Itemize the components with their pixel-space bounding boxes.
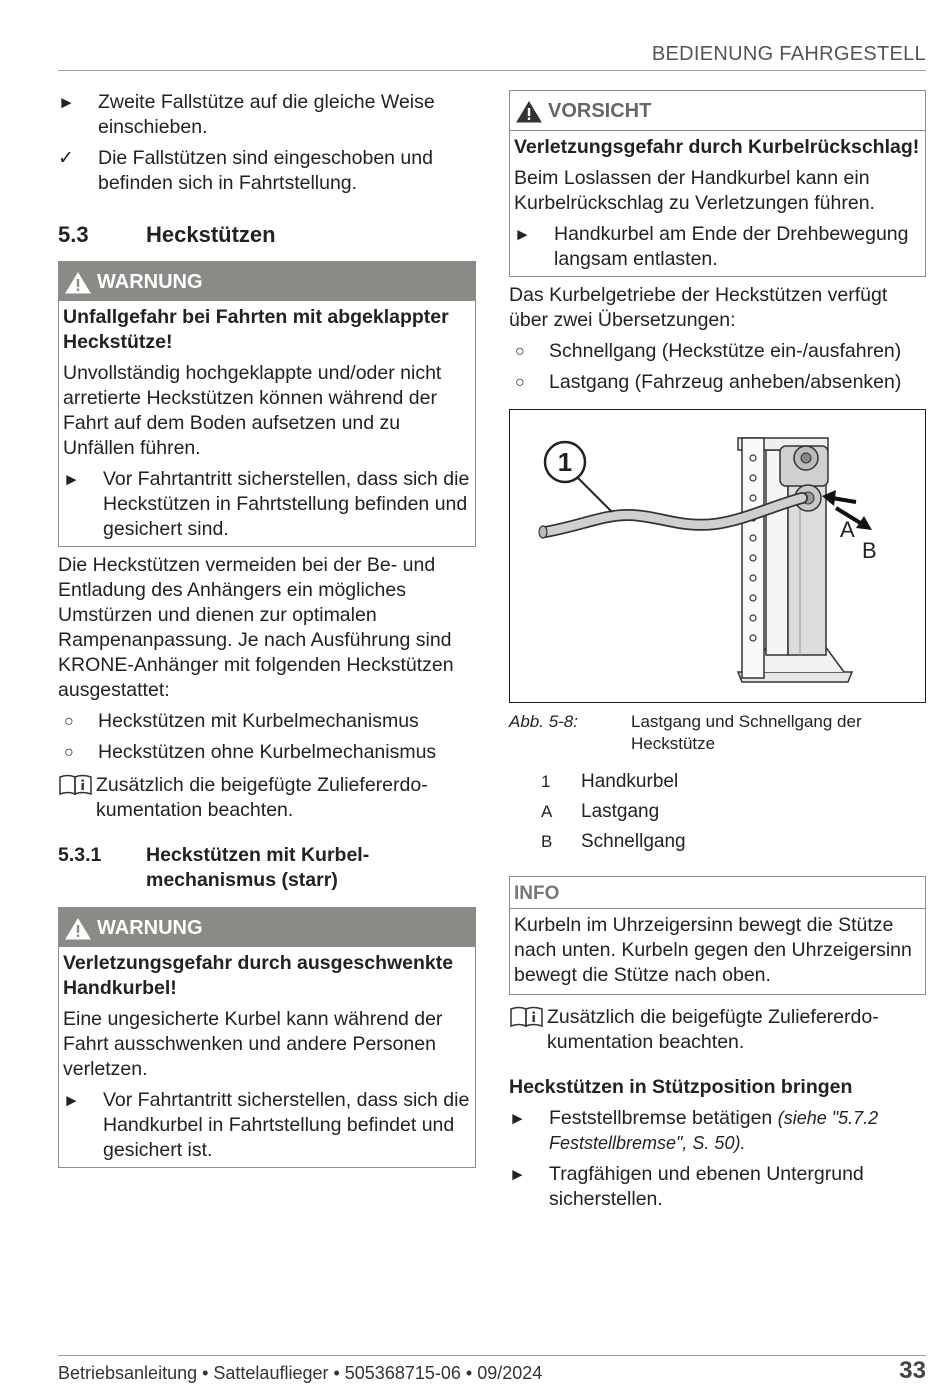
arrow-icon: ► xyxy=(514,225,531,244)
list-item xyxy=(58,709,476,734)
arrow-icon: ► xyxy=(509,1165,526,1184)
caption-label: Abb. 5-8: xyxy=(509,712,578,731)
section-heading xyxy=(58,222,476,247)
caution-label: VORSICHT xyxy=(548,100,652,122)
warning-body xyxy=(59,947,475,1167)
document-reference xyxy=(509,1005,926,1055)
section-number: 5.3 xyxy=(58,222,89,247)
figure-rear-support-crank xyxy=(509,409,926,703)
book-info-icon xyxy=(509,1006,545,1028)
reference-text: Zusätzlich die beigefügte Zuliefererdokumentation beachten. xyxy=(96,774,428,821)
footer-document-info: Betriebsanleitung • Sattelauflieger • 505368715-06 • 09/2024 xyxy=(58,1363,543,1383)
warning-triangle-icon xyxy=(65,272,91,294)
arrow-icon: ► xyxy=(58,93,75,112)
step-text: Zweite Fallstütze auf die gleiche Weise einschieben. xyxy=(98,91,435,138)
list-item-text: Lastgang (Fahrzeug anheben/absenken) xyxy=(549,371,902,393)
warning-triangle-icon xyxy=(65,918,91,940)
reference-text: Zusätzlich die beigefügte Zuliefererdokumentation beachten. xyxy=(547,1006,879,1053)
warning-step-text: Vor Fahrtantritt sicherstellen, dass sich die Heckstützen in Fahrtstellung befinden und gesichert sind. xyxy=(103,468,470,540)
circle-bullet-icon: ○ xyxy=(515,374,525,391)
circle-bullet-icon: ○ xyxy=(64,713,74,730)
footer-rule xyxy=(58,1355,926,1356)
legend-row xyxy=(509,799,926,824)
result-text: Die Fallstützen sind eingeschoben und befinden sich in Fahrtstellung. xyxy=(98,147,433,194)
warning-label: WARNUNG xyxy=(97,271,203,293)
rear-support-illustration xyxy=(510,410,925,700)
arrow-icon: ► xyxy=(63,1091,80,1110)
result-item xyxy=(58,146,476,196)
document-reference xyxy=(58,773,476,823)
section-title: Heckstützen xyxy=(146,222,276,247)
list-item-text: Heckstützen mit Kurbelmechanismus xyxy=(98,710,419,732)
warning-body xyxy=(59,301,475,546)
warning-title: Unfallgefahr bei Fahrten mit abgeklappter Heckstütze! xyxy=(63,306,449,353)
caution-body xyxy=(510,131,925,276)
warning-triangle-icon xyxy=(516,101,542,123)
circle-bullet-icon: ○ xyxy=(515,343,525,360)
caution-step-text: Handkurbel am Ende der Drehbewegung langsam entlasten. xyxy=(554,223,909,270)
warning-header xyxy=(59,262,475,301)
warning-title: Verletzungsgefahr durch ausgeschwenkte Handkurbel! xyxy=(63,952,454,999)
legend-value: Handkurbel xyxy=(581,771,679,792)
legend-value: Schnellgang xyxy=(581,831,686,852)
check-icon: ✓ xyxy=(58,148,74,169)
subsection-title: Heckstützen mit Kurbelmechanismus (starr) xyxy=(146,844,370,891)
legend-row xyxy=(509,769,926,794)
legend-key: A xyxy=(541,802,553,821)
figure-caption xyxy=(509,711,926,755)
arrow-icon: ► xyxy=(63,470,80,489)
info-box xyxy=(509,876,926,995)
figure-callout-number: 1 xyxy=(557,447,573,477)
warning-box xyxy=(58,907,476,1168)
body-paragraph: Die Heckstützen vermeiden bei der Be- und Entladung des Anhängers ein mögliches Umstürzen und dienen zur optimalen Rampenanpassung. Je nach Ausführung sind KRONE-Anhänger mit folgenden Heckstützen ausgestattet: xyxy=(58,554,454,701)
figure-legend xyxy=(509,769,926,854)
procedure-heading: Heckstützen in Stützposition bringen xyxy=(509,1076,853,1098)
warning-text: Unvollständig hochgeklappte und/oder nicht arretierte Heckstützen können während der Fahrt auf dem Boden aufsetzen und zu Unfällen führen. xyxy=(63,362,442,459)
list-item xyxy=(509,339,926,364)
info-text: Kurbeln im Uhrzeigersinn bewegt die Stütze nach unten. Kurbeln gegen den Uhrzeigersinn bewegt die Stütze nach oben. xyxy=(514,914,912,986)
book-info-icon xyxy=(58,774,94,796)
step-item xyxy=(58,90,476,140)
list-item xyxy=(509,370,926,395)
list-item xyxy=(58,740,476,765)
legend-key: B xyxy=(541,832,553,851)
header-rule xyxy=(58,70,926,71)
circle-bullet-icon: ○ xyxy=(64,744,74,761)
info-header: INFO xyxy=(510,877,925,909)
figure-label-b: B xyxy=(862,538,877,563)
step-text xyxy=(549,1106,926,1156)
step-item xyxy=(509,1162,926,1212)
legend-value: Lastgang xyxy=(581,801,660,822)
list-item-text: Heckstützen ohne Kurbelmechanismus xyxy=(98,741,437,763)
warning-step xyxy=(63,467,471,542)
list-item-text: Schnellgang (Heckstütze ein-/ausfahren) xyxy=(549,340,902,362)
warning-header xyxy=(59,908,475,947)
caution-step xyxy=(514,222,921,272)
step-item xyxy=(509,1106,926,1156)
step-text: Tragfähigen und ebenen Untergrund sicherstellen. xyxy=(549,1163,864,1210)
legend-key: 1 xyxy=(541,772,551,791)
subsection-number: 5.3.1 xyxy=(58,844,102,866)
warning-box xyxy=(58,261,476,547)
cross-reference-link[interactable]: (siehe "5.7.2 Feststellbremse", S. 50). xyxy=(549,1108,879,1153)
caution-box xyxy=(509,90,926,277)
warning-label: WARNUNG xyxy=(97,917,203,939)
body-paragraph: Das Kurbelgetriebe der Heckstützen verfügt über zwei Übersetzungen: xyxy=(509,284,888,331)
figure-label-a: A xyxy=(840,517,855,542)
page-number: 33 xyxy=(899,1357,926,1384)
subsection-heading xyxy=(58,843,476,893)
legend-row xyxy=(509,829,926,854)
info-body xyxy=(510,909,925,994)
caution-text: Beim Loslassen der Handkurbel kann ein Kurbelrückschlag zu Verletzungen führen. xyxy=(514,167,875,214)
running-header: BEDIENUNG FAHRGESTELL xyxy=(651,43,926,65)
left-column xyxy=(58,90,476,1168)
step-main-text: Feststellbremse betätigen xyxy=(549,1107,773,1129)
caution-title: Verletzungsgefahr durch Kurbelrückschlag! xyxy=(514,136,920,158)
warning-text: Eine ungesicherte Kurbel kann während der Fahrt ausschwenken und andere Personen verletzen. xyxy=(63,1008,443,1080)
warning-step xyxy=(63,1088,471,1163)
caption-text: Lastgang und Schnellgang der Heckstütze xyxy=(631,712,862,753)
warning-step-text: Vor Fahrtantritt sicherstellen, dass sich die Handkurbel in Fahrtstellung befindet und gesichert ist. xyxy=(103,1089,470,1161)
caution-header xyxy=(510,91,925,131)
arrow-icon: ► xyxy=(509,1109,526,1128)
right-column xyxy=(509,90,926,1218)
